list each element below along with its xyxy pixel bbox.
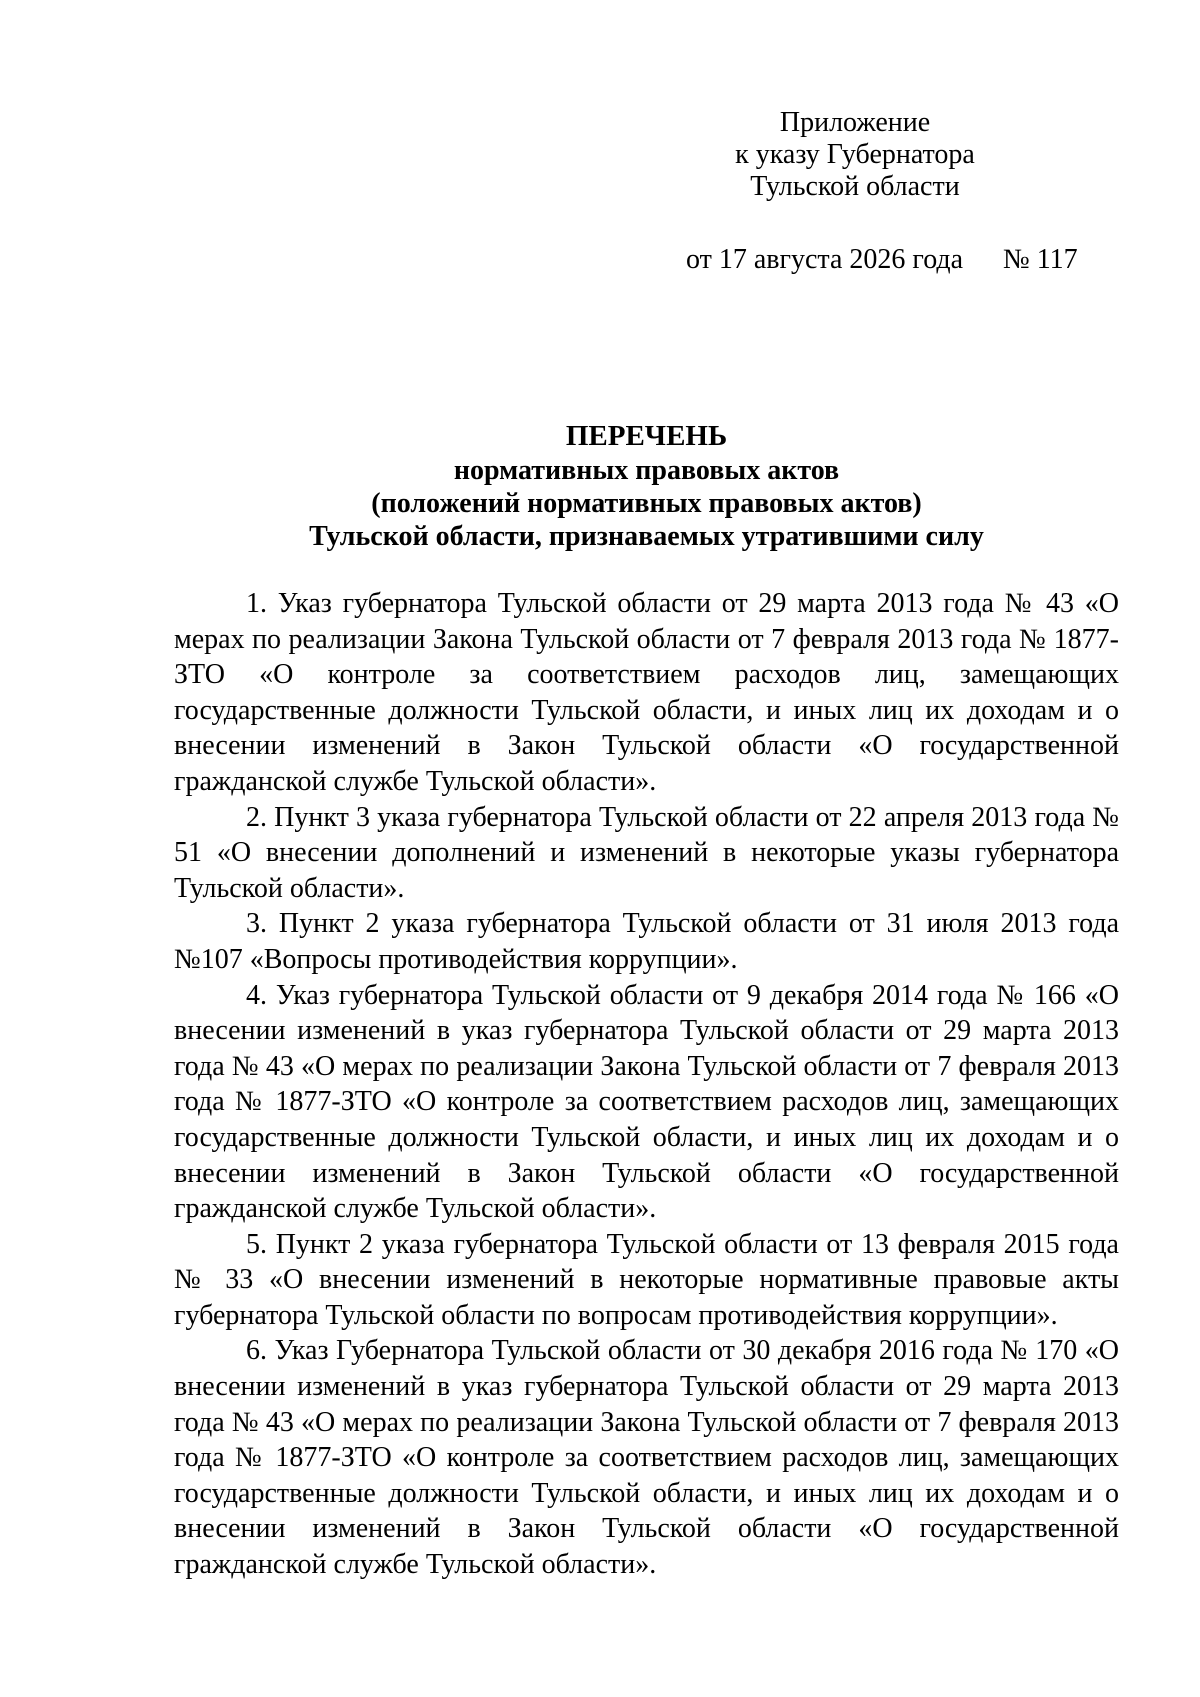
decree-number: № 117: [1003, 244, 1078, 275]
list-item: 2. Пункт 3 указа губернатора Тульской области от 22 апреля 2013 года № 51 «О внесении дополнений и изменений в некоторые указы губернатора Тульской области».: [174, 801, 1119, 904]
list-item: 4. Указ губернатора Тульской области от 9 декабря 2014 года № 166 «О внесении изменений в указ губернатора Тульской области от 29 марта 2013 года № 43 «О мерах по реализации Закона Тульской области от 7 февраля 2013 года № 1877-ЗТО «О контроле за соответствием расходов лиц, замещающих государственные должности Тульской области, и иных лиц их доходам и о внесении изменений в Закон Тульской области «О государственной гражданской службе Тульской области».: [174, 979, 1119, 1225]
list-item: 5. Пункт 2 указа губернатора Тульской области от 13 февраля 2015 года № 33 «О внесении изменений в некоторые нормативные правовые акты губернатора Тульской области по вопросам противодействия коррупции».: [174, 1228, 1119, 1331]
acts-list: [174, 586, 1119, 1583]
appendix-line: Тульской области: [750, 171, 960, 202]
list-item: 1. Указ губернатора Тульской области от 29 марта 2013 года № 43 «О мерах по реализации Закона Тульской области от 7 февраля 2013 года № 1877-ЗТО «О контроле за соответствием расходов лиц, замещающих государственные должности Тульской области, и иных лиц их доходам и о внесении изменений в Закон Тульской области «О государственной гражданской службе Тульской области».: [174, 588, 1119, 797]
appendix-line: к указу Губернатора: [735, 139, 975, 170]
title-subline: (положений нормативных правовых актов): [371, 488, 922, 519]
title-main: ПЕРЕЧЕНЬ: [565, 420, 728, 452]
list-item: 6. Указ Губернатора Тульской области от 30 декабря 2016 года № 170 «О внесении изменений в указ губернатора Тульской области от 29 марта 2013 года № 43 «О мерах по реализации Закона Тульской области от 7 февраля 2013 года № 1877-ЗТО «О контроле за соответствием расходов лиц, замещающих государственные должности Тульской области, и иных лиц их доходам и о внесении изменений в Закон Тульской области «О государственной гражданской службе Тульской области».: [174, 1335, 1119, 1581]
title-subline: Тульской области, признаваемых утратившими силу: [309, 521, 984, 552]
document-title: [174, 420, 1119, 553]
decree-date: от 17 августа 2026 года: [686, 244, 964, 275]
appendix-line: Приложение: [779, 107, 931, 138]
appendix-header: [690, 107, 1020, 203]
title-subline: нормативных правовых актов: [453, 455, 840, 486]
list-item: 3. Пункт 2 указа губернатора Тульской области от 31 июля 2013 года №107 «Вопросы противодействия коррупции».: [174, 908, 1119, 975]
